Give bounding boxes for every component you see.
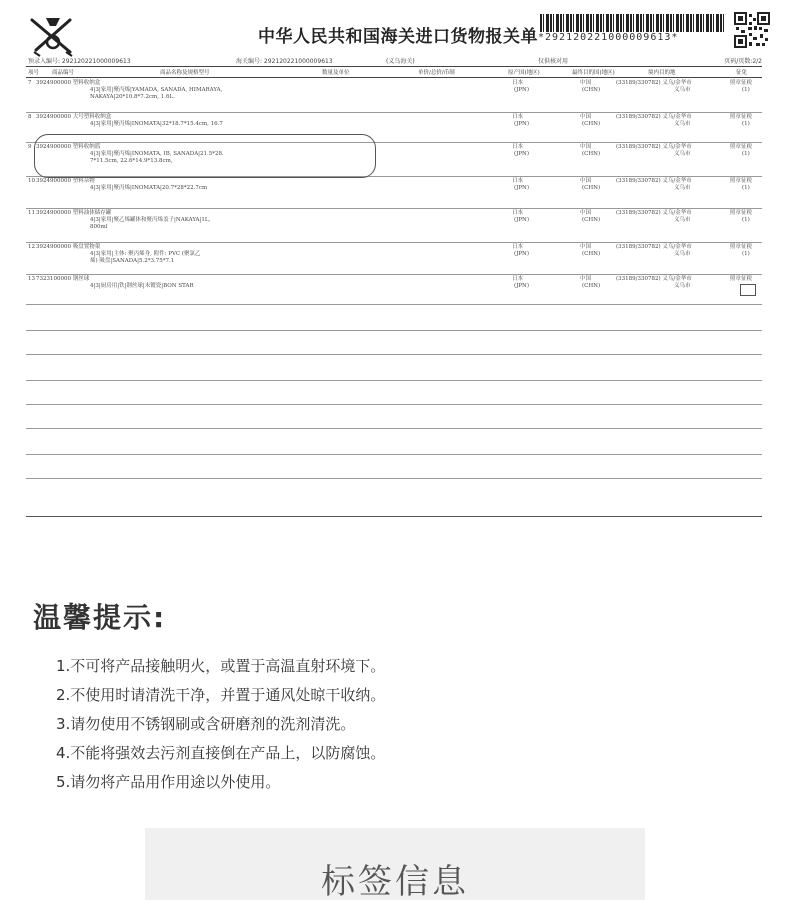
origin: 日本	[512, 178, 524, 184]
blank-row-line	[26, 380, 762, 381]
destination-code: (CHN)	[582, 151, 601, 157]
origin-code: (JPN)	[514, 251, 530, 257]
item-desc: 4|3|家用|聚丙烯|INOMATA|20.7*28*22.7cm	[90, 185, 208, 191]
domestic-destination: (33189/330782) 义乌/金华市	[616, 178, 692, 184]
destination: 中国	[580, 210, 592, 216]
tip-item: 5.请勿将产品用作用途以外使用。	[56, 773, 281, 791]
column-header: 原产国(地区)	[508, 70, 540, 76]
origin-code: (JPN)	[514, 87, 530, 93]
blank-row-line	[26, 454, 762, 455]
item-desc-2: 烯) 吸盘|SANADA|5.2*3.75*7.1	[90, 258, 175, 264]
item-desc-2: 800ml	[90, 224, 108, 230]
destination-code: (CHN)	[582, 217, 601, 223]
domestic-city: 义乌市	[674, 87, 691, 93]
destination-code: (CHN)	[582, 87, 601, 93]
exemption-code: (1)	[742, 121, 750, 127]
item-desc-2: 7*11.5cm, 22.6*14.9*13.8cm,	[90, 158, 173, 164]
destination-code: (CHN)	[582, 121, 601, 127]
item-code: 3924900000 塑料收纳盒	[36, 80, 101, 86]
customs-office: (义乌海关)	[386, 58, 415, 65]
tips-title: 温馨提示:	[33, 601, 167, 634]
table-row	[26, 208, 762, 243]
origin-code: (JPN)	[514, 217, 530, 223]
item-desc: 4|3|家用|聚丙烯|INOMATA|32*18.7*15.4cm, 16.7	[90, 121, 223, 127]
destination-code: (CHN)	[582, 251, 601, 257]
barcode-number: *292120221000009613*	[538, 32, 679, 43]
customs-emblem-icon	[26, 12, 80, 58]
domestic-city: 义乌市	[674, 251, 691, 257]
item-number: 7	[28, 80, 32, 86]
column-header: 商品编号	[52, 70, 75, 76]
tip-item: 3.请勿使用不锈钢刷或含研磨剂的洗剂清洗。	[56, 715, 356, 733]
stamp-box	[740, 284, 756, 296]
origin: 日本	[512, 244, 524, 250]
blank-row-line	[26, 404, 762, 405]
item-code: 3924900000 吸盘置物架	[36, 244, 101, 250]
destination-code: (CHN)	[582, 283, 601, 289]
domestic-city: 义乌市	[674, 151, 691, 157]
domestic-city: 义乌市	[674, 217, 691, 223]
domestic-city: 义乌市	[674, 185, 691, 191]
destination: 中国	[580, 178, 592, 184]
tip-item: 2.不使用时请清洗干净，并置于通风处晾干收纳。	[56, 686, 386, 704]
domestic-destination: (33189/330782) 义乌/金华市	[616, 276, 692, 282]
column-header: 数量及单位	[322, 70, 350, 76]
exemption-code: (1)	[742, 251, 750, 257]
column-header: 商品名称及规格型号	[160, 70, 210, 76]
column-header: 最终目的国(地区)	[572, 70, 615, 76]
domestic-city: 义乌市	[674, 283, 691, 289]
item-number: 11	[28, 210, 35, 216]
blank-row-line	[26, 354, 762, 355]
item-desc: 4|3|厨房用|铁|钢丝球|未镀瓷|BON STAR	[90, 283, 194, 289]
tips-list	[56, 652, 385, 797]
exemption: 照章征税	[730, 276, 753, 282]
destination-code: (CHN)	[582, 185, 601, 191]
domestic-destination: (33189/330782) 义乌/金华市	[616, 114, 692, 120]
item-number: 12	[28, 244, 35, 250]
origin-code: (JPN)	[514, 185, 530, 191]
destination: 中国	[580, 80, 592, 86]
item-code: 3924900000 大号塑料收纳盒	[36, 114, 112, 120]
blank-row-line	[26, 330, 762, 331]
item-code: 7323100000 钢丝球	[36, 276, 90, 282]
item-code: 3924900000 塑料油体储存罐	[36, 210, 112, 216]
origin: 日本	[512, 210, 524, 216]
domestic-destination: (33189/330782) 义乌/金华市	[616, 210, 692, 216]
column-header: 单价/总价/币制	[418, 70, 455, 76]
item-desc: 4|3|家用|主体: 聚丙烯身, 附件: PVC (聚氯乙	[90, 251, 201, 257]
domestic-destination: (33189/330782) 义乌/金华市	[616, 144, 692, 150]
destination: 中国	[580, 114, 592, 120]
origin-code: (JPN)	[514, 151, 530, 157]
exemption-code: (1)	[742, 151, 750, 157]
domestic-city: 义乌市	[674, 121, 691, 127]
item-number: 8	[28, 114, 32, 120]
item-code: 3924900000 塑料杂物	[36, 178, 95, 184]
column-header: 境内目的地	[648, 70, 676, 76]
qr-code-icon	[734, 12, 770, 48]
item-desc-2: NAKAYA|20*10.8*7.2cm, 1.6L.	[90, 94, 175, 100]
form-title: 中华人民共和国海关进口货物报关单	[258, 27, 538, 47]
origin: 日本	[512, 276, 524, 282]
item-number: 10	[28, 178, 35, 184]
blank-row-line	[26, 428, 762, 429]
domestic-destination: (33189/330782) 义乌/金华市	[616, 244, 692, 250]
destination: 中国	[580, 244, 592, 250]
pre-entry-number: 预录入编号: 292120221000009613	[28, 58, 131, 65]
exemption-code: (1)	[742, 185, 750, 191]
exemption: 照章征税	[730, 144, 753, 150]
table-row	[26, 78, 762, 113]
destination: 中国	[580, 276, 592, 282]
item-code: 3924900000 塑料收纳篮	[36, 144, 101, 150]
origin: 日本	[512, 80, 524, 86]
item-number: 9	[28, 144, 32, 150]
tip-item: 4.不能将强效去污剂直接倒在产品上，以防腐蚀。	[56, 744, 386, 762]
customs-number: 海关编号: 292120221000009613	[236, 58, 333, 65]
origin-code: (JPN)	[514, 121, 530, 127]
customs-declaration-form	[26, 8, 762, 518]
form-bottom-border	[26, 516, 762, 517]
exemption: 照章征税	[730, 114, 753, 120]
item-desc: 4|3|家用|聚丙烯|YAMADA, SANADA, HIMARAYA,	[90, 87, 223, 93]
column-header: 项号	[28, 70, 40, 76]
column-header: 征免	[736, 70, 748, 76]
table-row	[26, 274, 762, 305]
item-desc: 4|3|家用|聚丙烯|INOMATA, IB, SANADA|21.5*28.	[90, 151, 224, 157]
origin-code: (JPN)	[514, 283, 530, 289]
exemption-code: (1)	[742, 87, 750, 93]
exemption: 照章征税	[730, 80, 753, 86]
origin: 日本	[512, 114, 524, 120]
exemption: 照章征税	[730, 178, 753, 184]
exemption-code: (1)	[742, 217, 750, 223]
domestic-destination: (33189/330782) 义乌/金华市	[616, 80, 692, 86]
blank-row-line	[26, 478, 762, 479]
destination: 中国	[580, 144, 592, 150]
label-info-title: 标签信息	[321, 862, 469, 902]
column-header-row	[26, 66, 762, 78]
table-row	[26, 176, 762, 209]
barcode-graphic	[540, 14, 726, 32]
exemption: 照章征税	[730, 210, 753, 216]
table-row	[26, 242, 762, 275]
page-count: 页码/页数:2/2	[724, 58, 762, 65]
highlight-oval	[34, 134, 376, 178]
verify-note: 仅供核对用	[538, 58, 569, 65]
item-number: 13	[28, 276, 35, 282]
label-info-section	[145, 828, 645, 900]
origin: 日本	[512, 144, 524, 150]
tip-item: 1.不可将产品接触明火，或置于高温直射环境下。	[56, 657, 386, 675]
item-desc: 4|3|家用|聚乙烯罐体和聚丙烯盖子|NAKAYA|1L,	[90, 217, 211, 223]
exemption: 照章征税	[730, 244, 753, 250]
